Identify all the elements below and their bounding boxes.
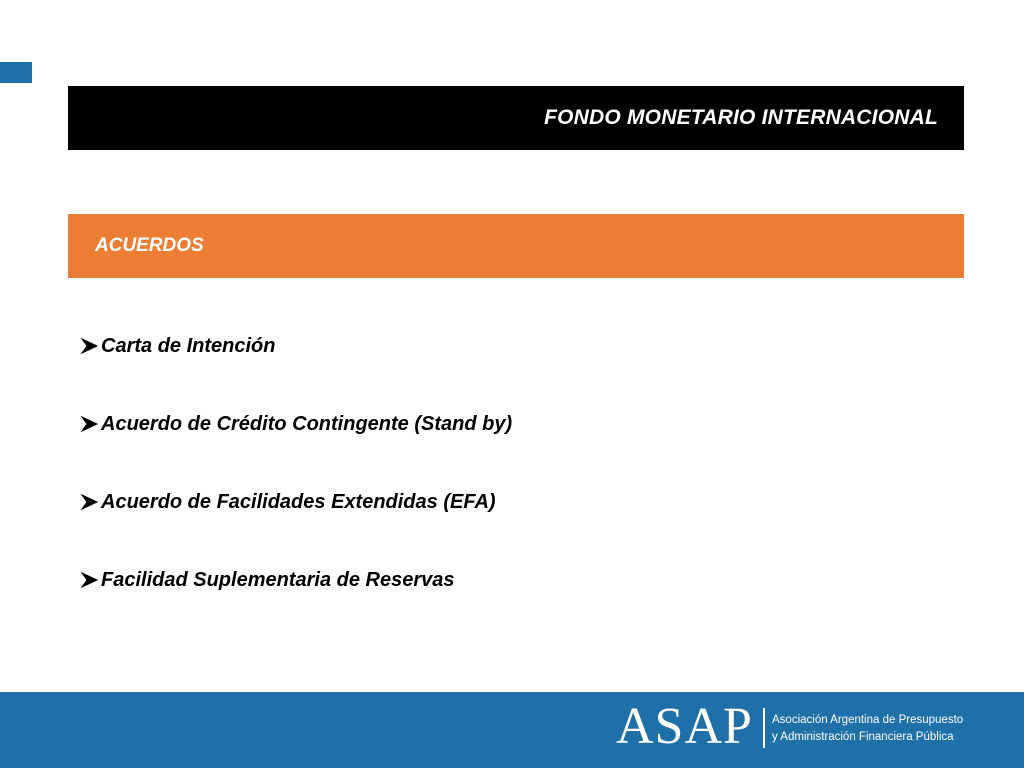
org-name-line-2: y Administración Financiera Pública [772,731,954,743]
bullet-item [80,486,512,518]
asap-logo: ASAP [616,698,753,755]
section-header-bar [68,214,964,278]
footer-bar [0,692,1024,768]
bullet-list [80,330,512,642]
org-name-line-1: Asociación Argentina de Presupuesto [772,714,964,726]
arrow-bullet-icon [80,494,100,510]
bullet-text: Carta de Intención [101,334,276,357]
bullet-text: Acuerdo de Facilidades Extendidas (EFA) [101,490,496,513]
section-title: ACUERDOS [95,235,204,256]
arrow-bullet-icon [80,338,100,354]
corner-accent-tab [0,62,32,83]
bullet-text: Facilidad Suplementaria de Reservas [101,568,455,591]
slide-title: FONDO MONETARIO INTERNACIONAL [544,106,938,129]
logo-divider [763,708,765,748]
bullet-text: Acuerdo de Crédito Contingente (Stand by) [101,412,513,435]
arrow-bullet-icon [80,416,100,432]
title-bar [68,86,964,150]
bullet-item [80,330,512,362]
bullet-item [80,564,512,596]
organization-name [772,712,963,746]
bullet-item [80,408,512,440]
arrow-bullet-icon [80,572,100,588]
